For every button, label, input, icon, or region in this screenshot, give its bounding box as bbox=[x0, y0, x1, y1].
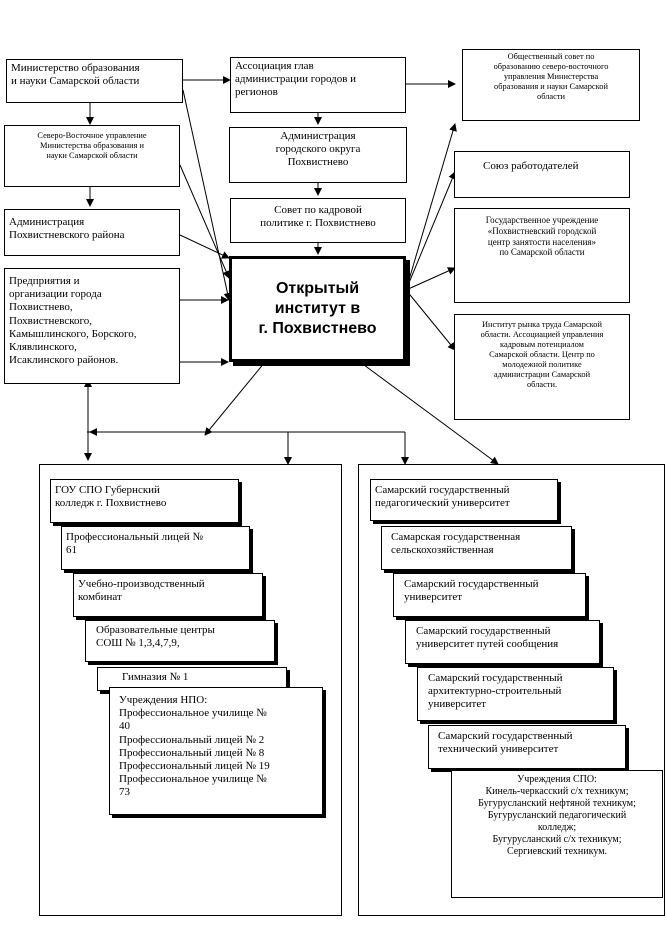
ministry-box: Министерство образования и науки Самарской области bbox=[6, 59, 183, 103]
school-item: Гимназия № 1 bbox=[97, 667, 287, 691]
association-box: Ассоциация глав администрации городов и регионов bbox=[230, 57, 406, 113]
school-item: Учебно-производственный комбинат bbox=[73, 573, 263, 617]
university-item: Самарский государственный архитектурно-строительный университет bbox=[417, 667, 614, 721]
university-item: Самарский государственный технический университет bbox=[428, 725, 626, 769]
school-item: ГОУ СПО Губернский колледж г. Похвистнево bbox=[50, 479, 239, 523]
spo-institutions-box: Учреждения СПО: Кинель-черкасский с/х техникум; Бугурусланский нефтяной техникум; Бугурусланский педагогический колледж; Бугурусланский с/х техникум; Сергиевский техникум. bbox=[451, 770, 663, 898]
enterprises-box: Предприятия и организации города Похвистнево, Похвистневского, Камышлинского, Борского, Клявлинского, Исаклинского районов. bbox=[4, 268, 180, 384]
labor-institute-box: Институт рынка труда Самарской области. Ассоциацией управления кадровым потенциалом Самарской области. Центр по молодежной политике администрации Самарской области. bbox=[454, 314, 630, 420]
employers-union-box: Союз работодателей bbox=[454, 151, 630, 198]
open-institute-box: Открытый институт в г. Похвистнево bbox=[229, 256, 406, 362]
city-admin-box: Администрация городского округа Похвистнево bbox=[229, 127, 407, 183]
hr-council-box: Совет по кадровой политике г. Похвистнево bbox=[230, 198, 406, 243]
university-item: Самарский государственный университет bbox=[393, 573, 586, 617]
school-item: Профессиональный лицей № 61 bbox=[61, 526, 250, 570]
school-item: Образовательные центры СОШ № 1,3,4,7,9, bbox=[85, 620, 275, 662]
university-item: Самарский государственный университет путей сообщения bbox=[405, 620, 600, 664]
university-item: Самарская государственная сельскохозяйственная bbox=[381, 526, 572, 570]
npo-institutions-box: Учреждения НПО: Профессиональное училище № 40 Профессиональный лицей № 2 Профессиональный лицей № 8 Профессиональный лицей № 19 Профессиональное училище № 73 bbox=[109, 687, 323, 815]
university-item: Самарский государственный педагогический университет bbox=[370, 479, 558, 521]
employment-center-box: Государственное учреждение «Похвистневский городской центр занятости населения» по Самарской области bbox=[454, 208, 630, 303]
ne-department-box: Северо-Восточное управление Министерства образования и науки Самарской области bbox=[4, 125, 180, 187]
public-council-box: Общественный совет по образованию северо-восточного управления Министерства образования и науки Самарской области bbox=[462, 49, 640, 121]
district-admin-box: Администрация Похвистневского района bbox=[4, 209, 180, 256]
